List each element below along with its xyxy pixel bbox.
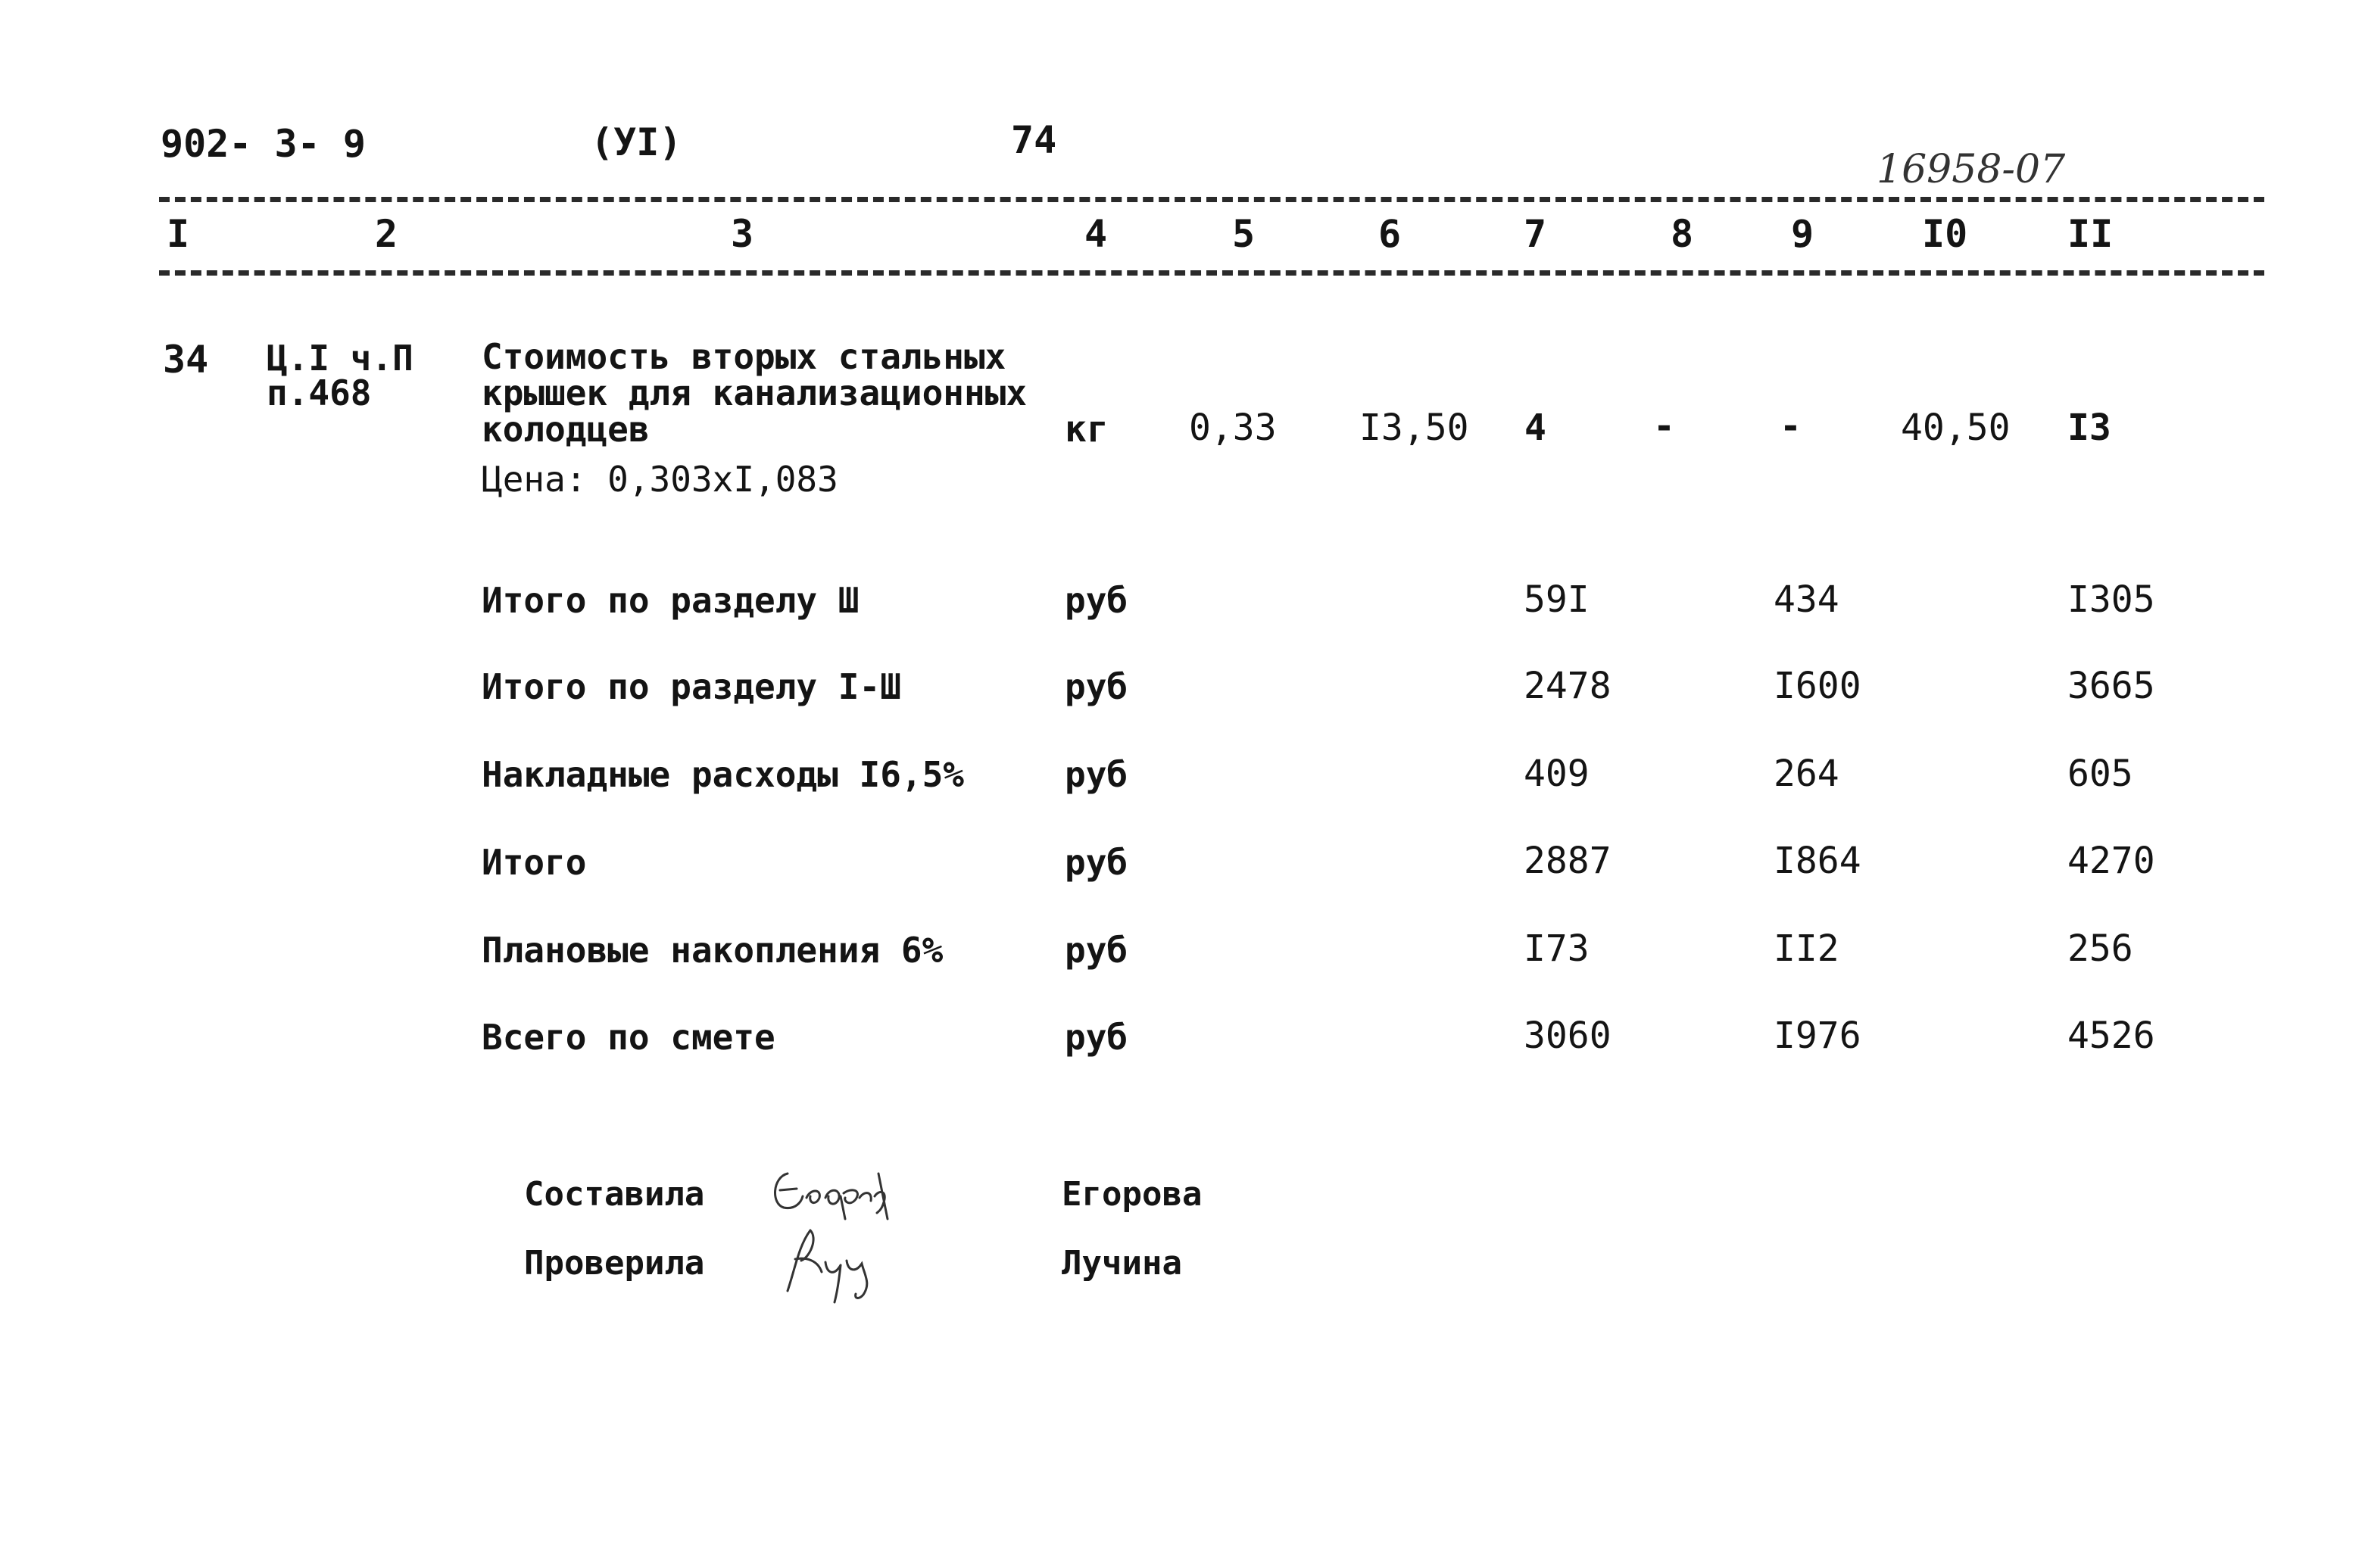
column-number: 7 [1524, 212, 1547, 256]
item-unit: кг [1065, 408, 1109, 450]
total-unit: руб [1065, 666, 1128, 707]
total-col9: I864 [1774, 840, 1861, 882]
column-number: 2 [375, 212, 398, 256]
total-label: Накладные расходы I6,5% [482, 754, 964, 795]
item-description: колодцев [482, 409, 650, 450]
total-unit: руб [1065, 930, 1128, 971]
header-bottom-divider [159, 270, 2264, 276]
column-number: 3 [731, 212, 754, 256]
total-col7: 59I [1524, 578, 1590, 621]
total-col11: 4270 [2067, 840, 2155, 882]
column-number: 9 [1791, 212, 1814, 256]
total-col9: 434 [1774, 578, 1839, 621]
item-number: 34 [163, 338, 209, 382]
total-label: Всего по смете [482, 1017, 775, 1058]
document-code: 902- 3- 9 [161, 122, 366, 166]
total-unit: руб [1065, 1017, 1128, 1058]
item-description: крышек для канализационных [482, 373, 1028, 413]
total-label: Итого по разделу Ш [482, 580, 860, 621]
item-col11: I3 [2067, 407, 2111, 449]
item-col7: 4 [1524, 407, 1546, 449]
column-number: I0 [1922, 212, 1968, 256]
column-number: I [167, 212, 190, 256]
total-col7: 3060 [1524, 1015, 1612, 1057]
column-number: 4 [1084, 212, 1108, 256]
checked-label: Проверила [524, 1244, 705, 1283]
item-reference: Ц.I ч.П [267, 338, 413, 379]
total-col7: 409 [1524, 753, 1590, 795]
item-col10: 40,50 [1901, 407, 2011, 449]
total-col7: 2478 [1524, 665, 1612, 707]
total-unit: руб [1065, 754, 1128, 795]
total-col7: I73 [1524, 927, 1590, 970]
item-col9: - [1780, 405, 1802, 447]
item-col6: I3,50 [1359, 407, 1469, 449]
item-col5: 0,33 [1189, 407, 1277, 449]
handwritten-signature-checked [765, 1215, 916, 1321]
volume-label: (УI) [591, 120, 682, 164]
total-col9: 264 [1774, 753, 1839, 795]
handwritten-number: 16958-07 [1877, 147, 2066, 192]
item-description: Стоимость вторых стальных [482, 336, 1006, 377]
column-number: 6 [1378, 212, 1402, 256]
compiled-name: Егорова [1062, 1175, 1203, 1214]
total-col7: 2887 [1524, 840, 1612, 882]
total-col9: I600 [1774, 665, 1861, 707]
total-col11: 3665 [2067, 665, 2155, 707]
total-col11: 256 [2067, 927, 2133, 970]
total-unit: руб [1065, 842, 1128, 883]
total-col11: 4526 [2067, 1015, 2155, 1057]
total-col11: 605 [2067, 753, 2133, 795]
total-label: Плановые накопления 6% [482, 930, 944, 971]
page-number: 74 [1011, 118, 1057, 162]
item-reference: п.468 [267, 373, 372, 413]
header-top-divider [159, 197, 2264, 202]
compiled-label: Составила [524, 1175, 705, 1214]
total-unit: руб [1065, 580, 1128, 621]
column-number: 5 [1232, 212, 1256, 256]
item-col8: - [1653, 405, 1675, 447]
total-col9: II2 [1774, 927, 1839, 970]
total-label: Итого [482, 842, 587, 883]
item-price-formula: Цена: 0,303хI,083 [482, 459, 838, 500]
total-col9: I976 [1774, 1015, 1861, 1057]
checked-name: Лучина [1062, 1244, 1182, 1283]
column-number: 8 [1671, 212, 1694, 256]
total-label: Итого по разделу I-Ш [482, 666, 901, 707]
column-number: II [2067, 212, 2114, 256]
total-col11: I305 [2067, 578, 2155, 621]
